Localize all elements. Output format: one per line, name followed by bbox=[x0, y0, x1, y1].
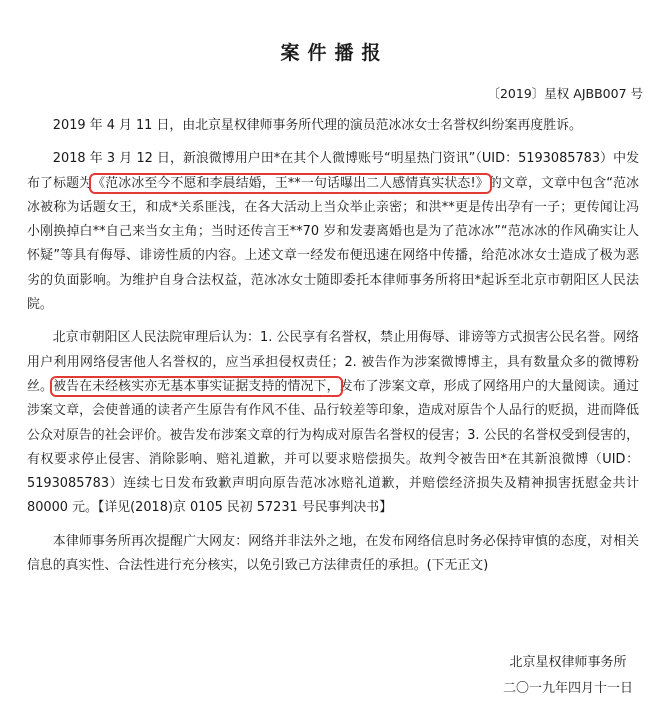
paragraph-3 bbox=[27, 326, 639, 520]
paragraph-2-intro: 2018 年 3 月 12 日，新浪微博用户田*在其个人微博账号“明星热门资讯”（UID：5193085783）中发布了标题为 bbox=[27, 151, 639, 191]
paragraph-2-rest: 的文章，文章中包含“范冰冰被称为话题女王，和成*关系匪浅，在各大活动上当众举止亲密；和洪**更是传出孕有一子；更传闻让冯小刚换掉白**自己来当女主角；当时还传言王**70 岁和发妻离婚也是为了范冰冰”“范冰冰的作风确实让人怀疑”等具有侮辱、诽谤性质的内容。上述文章一经发布便迅速在网络中传播，给范冰冰女士造成了极为恶劣的负面影响。为维护自身合法权益，范冰冰女士随即委托本律师事务所将田*起诉至北京市朝阳区人民法院。 bbox=[27, 175, 639, 313]
paragraph-4: 本律师事务所再次提醒广大网友：网络并非法外之地，在发布网络信息时务必保持审慎的态度，对相关信息的真实性、合法性进行充分核实，以免引致己方法律责任的承担。(下无正文) bbox=[27, 533, 639, 574]
paragraph-3-intro: 北京市朝阳区人民法院审理后认为：1. 公民享有名誉权，禁止用侮辱、诽谤等方式损害公民名誉。网络用户利用网络侵害他人名誉权的，应当承担侵权责任；2. 被告作为涉案微博博主，具有数量众多的微博粉丝。 bbox=[27, 330, 639, 394]
signature-date: 二〇一九年四月十一日 bbox=[502, 681, 633, 696]
paragraph-1: 2019 年 4 月 11 日，由北京星权律师事务所代理的演员范冰冰女士名誉权纠纷案再度胜诉。 bbox=[52, 118, 582, 133]
document-title: 案件播报 bbox=[280, 42, 389, 64]
paragraph-3-rest: 发布了涉案文章，形成了网络用户的大量阅读。通过涉案文章，会使普通的读者产生原告有作风不佳、品行较差等印象，造成对原告个人品行的贬损，进而降低公众对原告的社会评价。被告发布涉案文章的行为构成对原告名誉权的侵害；3. 公民的名誉权受到侵害的，有权要求停止侵害、消除影响、赔礼道歉，并可以要求赔偿损失。故判令被告田*在其新浪微博（UID：5193085783）连续七日发布致歉声明向原告范冰冰赔礼道歉，并赔偿经济损失及精神损害抚慰金共计 80000 元。【详见(2018)京 0105 民初 57231 号民事判决书】 bbox=[27, 378, 640, 516]
signature-organization: 北京星权律师事务所 bbox=[509, 655, 627, 670]
highlighted-court-finding: 被告在未经核实亦无基本事实证据支持的情况下， bbox=[53, 378, 340, 394]
highlighted-article-title: 《范冰冰至今不愿和李晨结婚，王**一句话曝出二人感情真实状态!》 bbox=[92, 175, 489, 191]
signature-block bbox=[503, 650, 633, 702]
document-number: 〔2019〕星权 AJBB007 号 bbox=[487, 86, 643, 101]
document-body bbox=[27, 114, 639, 587]
paragraph-2 bbox=[27, 147, 639, 317]
